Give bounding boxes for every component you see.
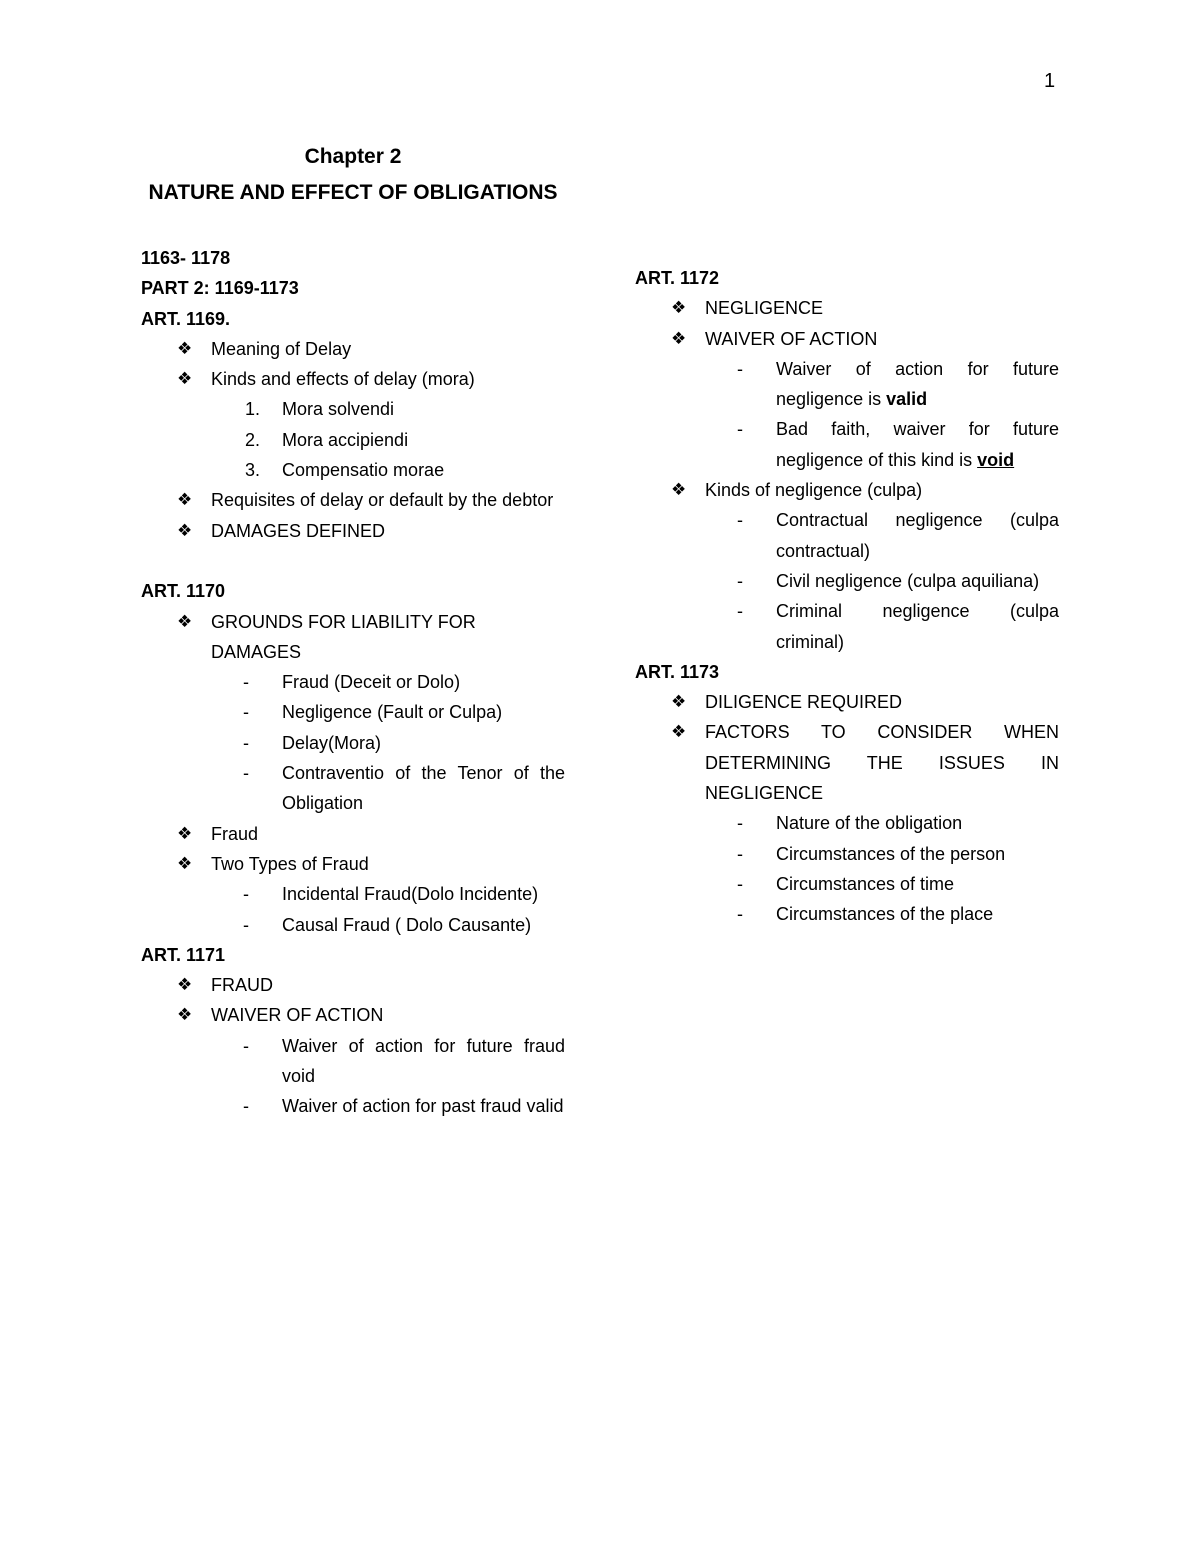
- dash-marker: -: [243, 763, 249, 784]
- list-item: [635, 324, 1059, 354]
- diamond-bullet-icon: ❖: [177, 369, 193, 389]
- sub-item-text: Circumstances of the place: [776, 904, 994, 925]
- sub-item: [635, 899, 1059, 929]
- art-1173-heading: ART. 1173: [635, 661, 720, 682]
- list-item-text: DILIGENCE REQUIRED: [705, 692, 903, 713]
- article-range: 1163- 1178: [141, 248, 231, 268]
- sub-item: [141, 879, 565, 909]
- list-item: [141, 607, 565, 668]
- dash-marker: -: [243, 672, 249, 693]
- numbered-item-text: Mora solvendi: [282, 399, 395, 420]
- dash-marker: -: [243, 732, 249, 753]
- emphasis-valid: valid: [886, 389, 928, 410]
- diamond-bullet-icon: ❖: [671, 692, 687, 712]
- list-item: [141, 1000, 565, 1030]
- dash-marker: -: [737, 510, 743, 531]
- diamond-bullet-icon: ❖: [177, 611, 193, 631]
- list-item-text: FRAUD: [211, 975, 273, 996]
- list-item-text: WAIVER OF ACTION: [705, 328, 878, 349]
- chapter-title: Chapter 2: [304, 145, 402, 168]
- sub-item-text-part: Bad faith, waiver for future negligence of this kind is: [776, 419, 1059, 470]
- sub-item: [141, 1091, 565, 1121]
- list-item-text: GROUNDS FOR LIABILITY FOR DAMAGES: [211, 611, 476, 662]
- left-column: [141, 243, 565, 1122]
- list-item: [141, 819, 565, 849]
- diamond-bullet-icon: ❖: [177, 1005, 193, 1025]
- list-item-text: Fraud: [211, 823, 259, 844]
- sub-item-text: Contraventio of the Tenor of the Obligation: [282, 763, 565, 814]
- item-number: 2.: [245, 429, 261, 450]
- list-item: [635, 475, 1059, 505]
- numbered-item-text: Compensatio morae: [282, 460, 445, 481]
- sub-item-text: Waiver of action for past fraud valid: [282, 1096, 564, 1117]
- dash-marker: -: [737, 843, 743, 864]
- diamond-bullet-icon: ❖: [671, 328, 687, 348]
- spacer: [141, 546, 565, 576]
- sub-item-text: Nature of the obligation: [776, 813, 963, 834]
- diamond-bullet-icon: ❖: [177, 520, 193, 540]
- list-item: [141, 849, 565, 879]
- item-number: 3.: [245, 460, 261, 481]
- dash-marker: -: [737, 419, 743, 440]
- sub-item-text: Incidental Fraud(Dolo Incidente): [282, 884, 539, 905]
- diamond-bullet-icon: ❖: [177, 853, 193, 873]
- dash-marker: -: [243, 1096, 249, 1117]
- sub-item-text: Fraud (Deceit or Dolo): [282, 672, 461, 693]
- dash-marker: -: [243, 914, 249, 935]
- list-item: [141, 364, 565, 394]
- sub-item: [141, 728, 565, 758]
- sub-item: [141, 758, 565, 819]
- art-1171-heading: ART. 1171: [141, 944, 226, 965]
- dash-marker: -: [243, 1035, 249, 1056]
- sub-item: [635, 566, 1059, 596]
- sub-item: [141, 667, 565, 697]
- dash-marker: -: [737, 570, 743, 591]
- list-item-text: Two Types of Fraud: [211, 853, 369, 874]
- list-item-text: DAMAGES DEFINED: [211, 520, 386, 541]
- document-title: NATURE AND EFFECT OF OBLIGATIONS: [148, 181, 558, 204]
- sub-item-text: Causal Fraud ( Dolo Causante): [282, 914, 532, 935]
- sub-item: [141, 910, 565, 940]
- art-1170-heading: ART. 1170: [141, 581, 226, 602]
- dash-marker: -: [737, 873, 743, 894]
- dash-marker: -: [737, 358, 743, 379]
- sub-item-text: Delay(Mora): [282, 732, 382, 753]
- numbered-item-text: Mora accipiendi: [282, 429, 409, 450]
- diamond-bullet-icon: ❖: [177, 823, 193, 843]
- diamond-bullet-icon: ❖: [177, 338, 193, 358]
- item-number: 1.: [245, 399, 261, 420]
- dash-marker: -: [737, 813, 743, 834]
- dash-marker: -: [243, 884, 249, 905]
- list-item-text: Meaning of Delay: [211, 338, 352, 359]
- right-column: [635, 263, 1059, 930]
- dash-marker: -: [243, 702, 249, 723]
- emphasis-void: void: [977, 449, 1015, 470]
- list-item: [141, 334, 565, 364]
- art-1172-heading: ART. 1172: [635, 268, 720, 288]
- list-item: [635, 293, 1059, 323]
- dash-marker: -: [737, 601, 743, 622]
- sub-item-text: Circumstances of the person: [776, 843, 1006, 864]
- diamond-bullet-icon: ❖: [671, 298, 687, 318]
- list-item: [635, 687, 1059, 717]
- sub-item: [635, 596, 1059, 657]
- sub-item-text: Civil negligence (culpa aquiliana): [776, 570, 1040, 591]
- list-item: [141, 485, 565, 515]
- sub-item-text: Circumstances of time: [776, 873, 955, 894]
- dash-marker: -: [737, 904, 743, 925]
- diamond-bullet-icon: ❖: [671, 722, 687, 742]
- sub-item-text: Contractual negligence (culpa contractual): [776, 510, 1059, 561]
- sub-item-text: Criminal negligence (culpa criminal): [776, 601, 1059, 652]
- sub-item: [635, 505, 1059, 566]
- list-item-text: Kinds and effects of delay (mora): [211, 369, 475, 390]
- sub-item-text-part: Waiver of action for future negligence is: [776, 358, 1059, 410]
- page-number: 1: [1044, 70, 1056, 92]
- list-item-text: Kinds of negligence (culpa): [705, 480, 923, 501]
- numbered-item: [141, 394, 565, 424]
- sub-item-text: [776, 414, 1059, 475]
- diamond-bullet-icon: ❖: [177, 975, 193, 995]
- sub-item: [141, 1031, 565, 1092]
- list-item-text: NEGLIGENCE: [705, 298, 824, 319]
- numbered-item: [141, 455, 565, 485]
- list-item-text: FACTORS TO CONSIDER WHEN DETERMINING THE ISSUES IN NEGLIGENCE: [705, 722, 1059, 804]
- part-heading: PART 2: 1169-1173: [141, 278, 299, 299]
- numbered-item: [141, 425, 565, 455]
- sub-item: [635, 869, 1059, 899]
- sub-item: [635, 414, 1059, 475]
- sub-item: [141, 697, 565, 727]
- list-item-text: Requisites of delay or default by the debtor: [211, 490, 554, 511]
- sub-item-text: Waiver of action for future fraud void: [282, 1035, 565, 1087]
- diamond-bullet-icon: ❖: [671, 480, 687, 500]
- sub-item: [635, 354, 1059, 415]
- sub-item: [635, 808, 1059, 838]
- sub-item: [635, 839, 1059, 869]
- list-item: [141, 970, 565, 1000]
- sub-item-text: Negligence (Fault or Culpa): [282, 702, 503, 723]
- list-item-text: WAIVER OF ACTION: [211, 1005, 384, 1026]
- list-item: [635, 717, 1059, 808]
- diamond-bullet-icon: ❖: [177, 490, 193, 510]
- list-item: [141, 516, 565, 546]
- art-1169-heading: ART. 1169.: [141, 308, 231, 329]
- sub-item-text: [776, 354, 1059, 415]
